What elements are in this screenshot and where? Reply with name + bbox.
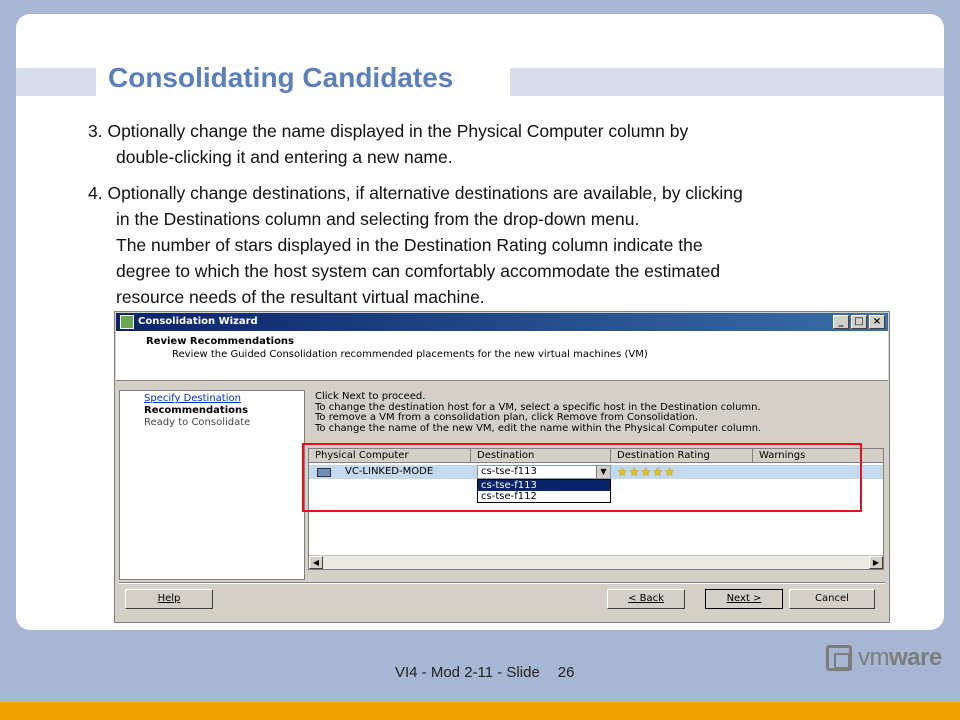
step-4-line-1: 4. Optionally change destinations, if alternative destinations are available, by clicking	[88, 183, 743, 203]
column-destination[interactable]: Destination	[471, 449, 611, 463]
vmware-logo-icon	[826, 645, 852, 671]
slide-number: 26	[557, 664, 575, 681]
step-4-line-5: resource needs of the resultant virtual machine.	[116, 287, 485, 307]
close-button[interactable]: ×	[869, 315, 885, 329]
column-warnings[interactable]: Warnings	[759, 450, 806, 461]
column-destination-rating[interactable]: Destination Rating	[611, 449, 753, 463]
button-separator	[119, 582, 885, 584]
instruction-line: To change the destination host for a VM, select a specific host in the Destination column.	[315, 401, 761, 413]
instruction-line: Click Next to proceed.	[315, 391, 426, 402]
wizard-step-title: Review Recommendations	[146, 336, 295, 347]
step-4-line-2: in the Destinations column and selecting from the drop-down menu.	[116, 209, 640, 229]
column-physical-computer[interactable]: Physical Computer	[309, 449, 471, 463]
scroll-left-icon[interactable]: ◀	[309, 556, 323, 569]
bottom-accent-bar	[0, 702, 960, 720]
nav-recommendations: Recommendations	[144, 405, 249, 416]
next-button[interactable]	[705, 589, 783, 609]
red-highlight-box	[302, 443, 862, 512]
step-3-text	[88, 118, 898, 170]
nav-ready-to-consolidate: Ready to Consolidate	[144, 417, 251, 428]
step-3-line-1: 3. Optionally change the name displayed in the Physical Computer column by	[88, 121, 689, 141]
slide-footer	[395, 664, 574, 681]
wizard-header	[116, 331, 888, 381]
vmware-logo-text: vmware	[858, 644, 942, 671]
instruction-line: To remove a VM from a consolidation plan, click Remove from Consolidation.	[315, 412, 699, 423]
window-controls	[833, 315, 885, 329]
step-3-line-2: double-clicking it and entering a new name.	[116, 147, 453, 167]
footer-module-label: VI4 - Mod 2-11 - Slide	[395, 664, 540, 681]
cancel-button-label: Cancel	[815, 593, 849, 604]
dropdown-option[interactable]: cs-tse-f112	[481, 491, 537, 502]
wizard-app-icon	[120, 315, 134, 329]
help-button-label: Help	[157, 593, 181, 604]
step-4-text	[88, 180, 898, 310]
slide-title: Consolidating Candidates	[108, 62, 454, 93]
instruction-line: To change the name of the new VM, edit the name within the Physical Computer column.	[315, 422, 762, 434]
vmware-logo	[826, 642, 942, 674]
scroll-right-icon[interactable]: ▶	[869, 556, 883, 569]
nav-specify-destination[interactable]: Specify Destination	[144, 393, 241, 404]
back-button-label: < Back	[628, 593, 664, 604]
cancel-button[interactable]	[789, 589, 875, 609]
wizard-step-nav	[119, 390, 305, 580]
minimize-button[interactable]: _	[833, 315, 849, 329]
dropdown-option[interactable]: cs-tse-f113	[478, 480, 610, 491]
wizard-title: Consolidation Wizard	[138, 316, 258, 327]
maximize-button[interactable]: □	[851, 315, 867, 329]
destination-rating-stars-icon: ★★★★★	[617, 465, 676, 479]
next-button-label: Next >	[726, 593, 762, 604]
help-button[interactable]	[125, 589, 213, 609]
destination-selected-value: cs-tse-f113	[481, 466, 537, 477]
wizard-step-subtitle: Review the Guided Consolidation recommended placements for the new virtual machines (VM)	[172, 349, 648, 360]
step-4-line-4: degree to which the host system can comfortably accommodate the estimated	[116, 261, 721, 281]
wizard-titlebar	[116, 313, 888, 331]
dropdown-arrow-icon[interactable]: ▼	[596, 466, 610, 478]
horizontal-scrollbar[interactable]	[309, 555, 883, 569]
physical-computer-name[interactable]: VC-LINKED-MODE	[345, 466, 434, 477]
wizard-instructions	[315, 392, 761, 434]
step-4-line-3: The number of stars displayed in the Destination Rating column indicate the	[116, 235, 703, 255]
back-button[interactable]	[607, 589, 685, 609]
